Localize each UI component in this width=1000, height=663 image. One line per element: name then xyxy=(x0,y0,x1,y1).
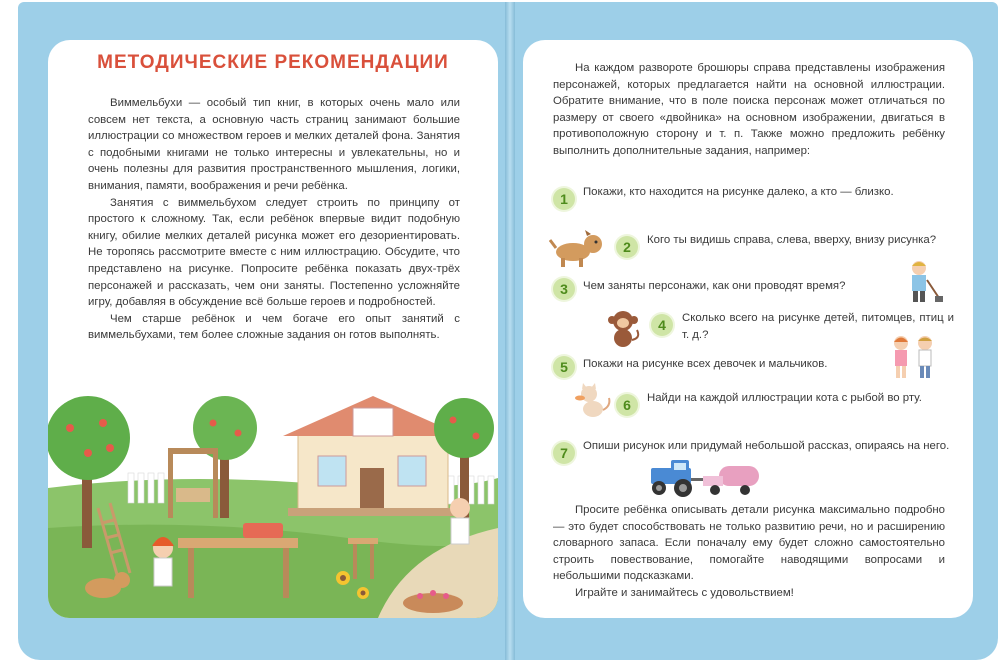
task-number: 6 xyxy=(616,394,638,416)
task-number: 2 xyxy=(616,236,638,258)
task-text: Найди на каждой иллюстрации кота с рыбой во рту. xyxy=(647,392,922,404)
intro-text xyxy=(553,60,945,160)
paragraph: На каждом развороте брошюры справа представлены изображения персонажей, которых предлагается найти на основной иллюстрации. Обратите внимание, что в поле поиска персонаж может отличаться по размеру от своего «двойника» на основном изображении, двигаться в противоположную сторону и т. п. Также можно предложить ребёнку выполнить дополнительные задания, например: xyxy=(553,62,945,157)
paragraph: Чем старше ребёнок и чем богаче его опыт занятий с виммельбухами, тем более сложные задания он готов выполнять. xyxy=(88,312,460,342)
task-text: Покажи, кто находится на рисунке далеко, а кто — близко. xyxy=(583,186,894,198)
paragraph: Просите ребёнка описывать детали рисунка максимально подробно — это будет способствовать не только развитию речи, но и расширению словарного запаса. Если поначалу ему будет сложно самостоятельно строить повествование, помогайте наводящими вопросами и небольшими подсказками. xyxy=(553,504,945,583)
right-page xyxy=(523,40,973,618)
paragraph: Играйте и занимайтесь с удовольствием! xyxy=(575,586,794,599)
left-body-text xyxy=(88,95,460,344)
task-number: 1 xyxy=(553,188,575,210)
task-text: Покажи на рисунке всех девочек и мальчиков. xyxy=(583,358,828,370)
task-text: Опиши рисунок или придумай небольшой рассказ, опираясь на него. xyxy=(583,440,950,452)
task-number: 3 xyxy=(553,278,575,300)
dog-illustration xyxy=(549,228,607,268)
left-page xyxy=(48,40,498,618)
kids-illustration xyxy=(887,334,941,382)
task-number: 4 xyxy=(651,314,673,336)
task-number: 7 xyxy=(553,442,575,464)
book-gutter xyxy=(505,2,515,660)
task-text: Кого ты видишь справа, слева, вверху, внизу рисунка? xyxy=(647,234,937,246)
monkey-illustration xyxy=(603,308,643,348)
task-number: 5 xyxy=(553,356,575,378)
boy-shovel-illustration xyxy=(901,260,947,304)
outro-text xyxy=(553,502,945,602)
task-text: Сколько всего на рисунке детей, питомцев, птиц и т. д.? xyxy=(682,312,954,341)
paragraph: Занятия с виммельбухом следует строить по принципу от простого к сложному. Так, если ребёнок впервые видит подобную книгу, обилие мелких деталей рисунка может его дезориентировать. Не торопясь рассмотрите вместе с ним иллюстрацию. Обсудите, что представлено на рисунке. Попросите ребёнка показать двух-трёх персонажей и рассказать, чем они заняты. Постепенно усложняйте игру, добавляя в обсуждение всё больше героев и подробностей. xyxy=(88,196,460,309)
book-spread xyxy=(18,2,998,660)
garden-scene-illustration xyxy=(48,378,498,618)
paragraph: Виммельбухи — особый тип книг, в которых очень мало или совсем нет текста, а основную часть страниц занимают большие иллюстрации со множеством героев и мелких деталей фона. Занятия с подобными книгами не только интересны и увлекательны, но и очень полезны для развития пространственного мышления, логики, внимания, памяти, воображения и речи ребёнка. xyxy=(88,97,460,192)
tractor-illustration xyxy=(641,458,767,498)
task-text: Чем заняты персонажи, как они проводят время? xyxy=(583,280,846,292)
cat-fish-illustration xyxy=(575,382,615,422)
page-title: МЕТОДИЧЕСКИЕ РЕКОМЕНДАЦИИ xyxy=(97,52,449,73)
